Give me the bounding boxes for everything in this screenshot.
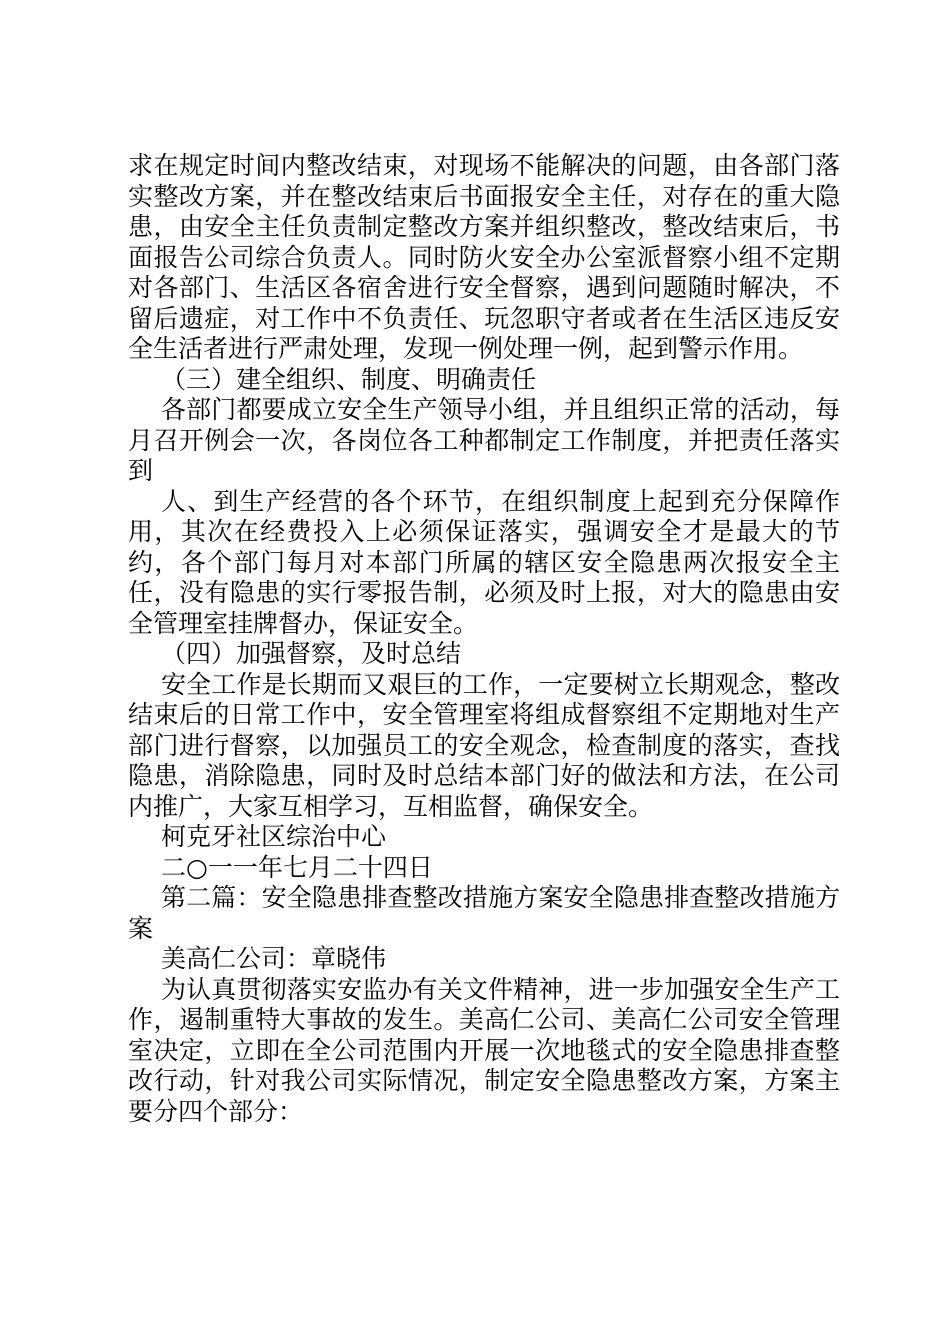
section-heading-four: （四）加强督察，及时总结 [161, 639, 462, 668]
document-body [128, 151, 840, 1127]
paragraph-supervision: 安全工作是长期而又艰巨的工作，一定要树立长期观念，整改结束后的日常工作中，安全管理室将组成督察组不定期地对生产部门进行督察，以加强员工的安全观念，检查制度的落实，查找隐患，消除隐患，同时及时总结本部门好的做法和方法，在公司内推广，大家互相学习，互相监督，确保安全。 [128, 669, 840, 821]
signature-date: 二○一一年七月二十四日 [161, 852, 433, 882]
section-heading-three: （三）建全组织、制度、明确责任 [161, 364, 537, 394]
author-line: 美高仁公司：章晓伟 [161, 944, 387, 973]
paragraph-organization: 各部门都要成立安全生产领导小组，并且组织正常的活动，每月召开例会一次，各岗位各工种都制定工作制度，并把责任落实到 [128, 395, 840, 485]
signature-organization: 柯克牙社区综治中心 [161, 822, 387, 851]
paragraph-responsibility: 人、到生产经营的各个环节，在组织制度上起到充分保障作用，其次在经费投入上必须保证落实，强调安全才是最大的节约，各个部门每月对本部门所属的辖区安全隐患两次报安全主任，没有隐患的实行零报告制，必须及时上报，对大的隐患由安全管理室挂牌督办，保证安全。 [128, 486, 840, 638]
paragraph-introduction: 为认真贯彻落实安监办有关文件精神，进一步加强安全生产工作，遏制重特大事故的发生。美高仁公司、美高仁公司安全管理室决定，立即在全公司范围内开展一次地毯式的安全隐患排查整改行动，针对我公司实际情况，制定安全隐患整改方案，方案主要分四个部分： [128, 974, 840, 1126]
paragraph-continuation: 求在规定时间内整改结束，对现场不能解决的问题，由各部门落实整改方案，并在整改结束后书面报安全主任，对存在的重大隐患，由安全主任负责制定整改方案并组织整改，整改结束后，书面报告公司综合负责人。同时防火安全办公室派督察小组不定期对各部门、生活区各宿舍进行安全督察，遇到问题随时解决，不留后遗症，对工作中不负责任、玩忽职守者或者在生活区违反安全生活者进行严肃处理，发现一例处理一例，起到警示作用。 [128, 151, 840, 363]
chapter-two-title: 第二篇：安全隐患排查整改措施方案安全隐患排查整改措施方案 [128, 883, 840, 943]
